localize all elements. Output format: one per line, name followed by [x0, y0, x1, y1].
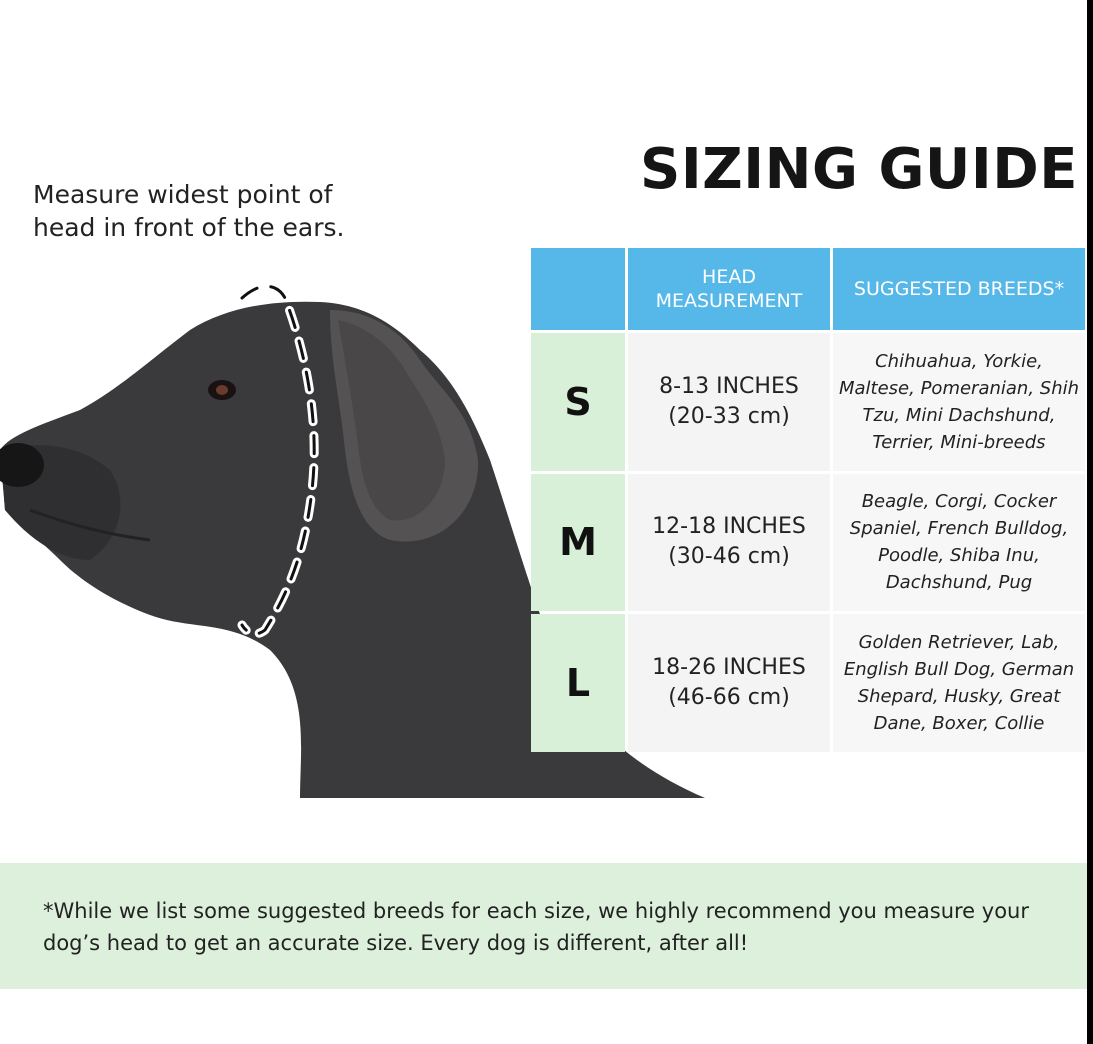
measurement-inches: 8-13 INCHES: [659, 373, 799, 399]
header-size: [531, 248, 625, 330]
measurement-cm: (30-46 cm): [668, 544, 790, 570]
table-row: [531, 614, 1085, 752]
head-measurement: [628, 333, 830, 471]
suggested-breeds: Chihuahua, Yorkie, Maltese, Pomeranian, Shih Tzu, Mini Dachshund, Terrier, Mini-breeds: [833, 333, 1085, 471]
size-label: M: [531, 474, 625, 612]
measure-instruction: Measure widest point of head in front of the ears.: [33, 180, 345, 242]
table-header-row: [531, 248, 1085, 330]
header-head-measurement: HEAD MEASUREMENT: [628, 248, 830, 330]
header-suggested-breeds: SUGGESTED BREEDS*: [833, 248, 1085, 330]
measurement-inches: 18-26 INCHES: [652, 655, 806, 681]
size-label: S: [531, 333, 625, 471]
table-row: [531, 474, 1085, 612]
page-title: SIZING GUIDE: [640, 137, 1078, 202]
suggested-breeds: Golden Retriever, Lab, English Bull Dog, German Shepard, Husky, Great Dane, Boxer, Collie: [833, 614, 1085, 752]
measurement-cm: (20-33 cm): [668, 403, 790, 429]
measurement-inches: 12-18 INCHES: [652, 514, 806, 540]
suggested-breeds: Beagle, Corgi, Cocker Spaniel, French Bulldog, Poodle, Shiba Inu, Dachshund, Pug: [833, 474, 1085, 612]
footnote-text: *While we list some suggested breeds for each size, we highly recommend you measure your dog’s head to get an accurate size. Every dog is different, after all!: [43, 899, 1029, 955]
size-label: L: [531, 614, 625, 752]
head-measurement: [628, 474, 830, 612]
head-measurement: [628, 614, 830, 752]
measurement-cm: (46-66 cm): [668, 685, 790, 711]
table-row: [531, 333, 1085, 471]
sizing-table: [528, 245, 1088, 755]
footnote-banner: [0, 863, 1087, 989]
